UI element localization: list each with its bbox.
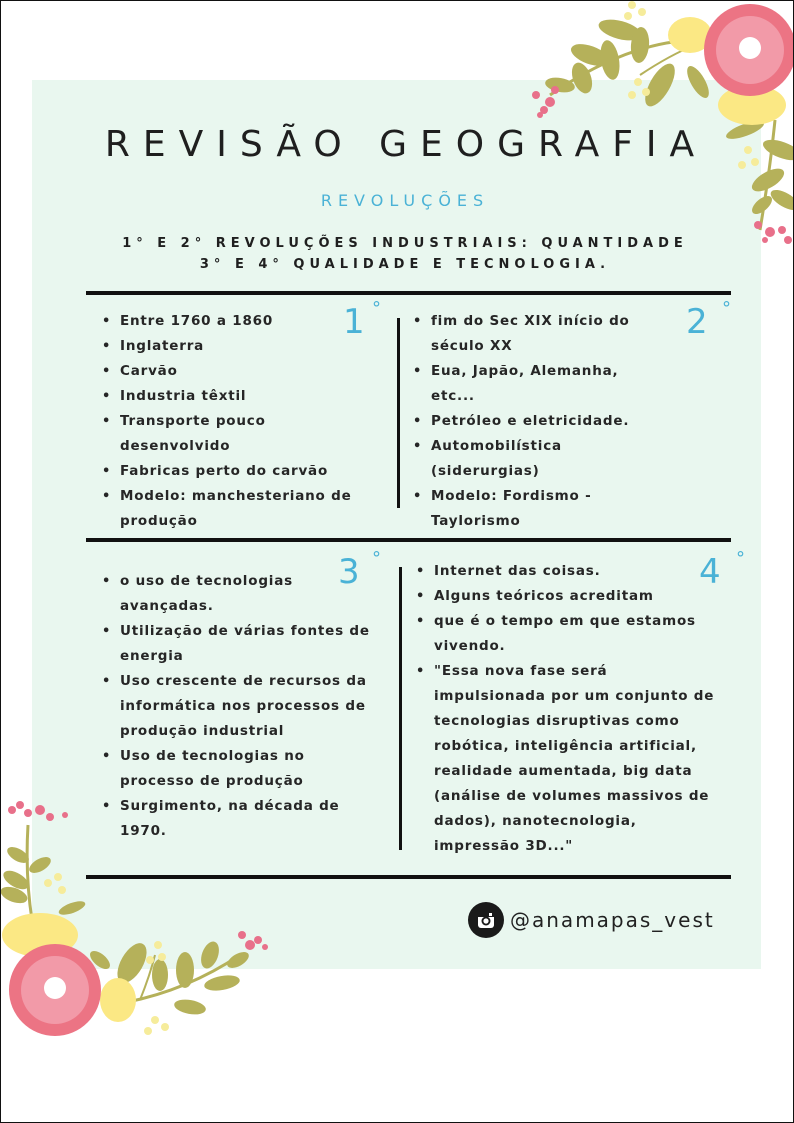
list-item: • fim do Sec XIX início do século XX xyxy=(411,309,646,359)
degree-symbol: ° xyxy=(736,548,745,569)
list-item: • Uso crescente de recursos da informática nos processos de produção industrial xyxy=(100,669,385,744)
degree-symbol: ° xyxy=(372,548,381,569)
page-subtitle: REVOLUÇÕES xyxy=(320,191,490,210)
list-item: • Surgimento, na década de 1970. xyxy=(100,794,360,844)
list-item: • Petróleo e eletricidade. xyxy=(411,409,646,434)
list-item: • Alguns teóricos acreditam xyxy=(414,584,724,609)
list-item: • Automobilística (siderurgias) xyxy=(411,434,591,484)
quadrant-first-revolution xyxy=(100,309,375,534)
divider-top xyxy=(86,291,731,295)
page-title: REVISÃO GEOGRAFIA xyxy=(104,124,708,165)
divider-vertical-bottom xyxy=(399,567,402,850)
quadrant-number-4: 4 xyxy=(699,552,721,592)
social-handle[interactable] xyxy=(468,902,715,938)
list-item: • Fabricas perto do carvão xyxy=(100,459,375,484)
divider-vertical-top xyxy=(397,318,400,508)
list-item: • Inglaterra xyxy=(100,334,375,359)
list-item: • que é o tempo em que estamos vivendo. xyxy=(414,609,709,659)
bullet-list xyxy=(411,309,646,534)
degree-symbol: ° xyxy=(722,298,731,319)
list-item: • Industria têxtil xyxy=(100,384,375,409)
list-item: • Carvão xyxy=(100,359,375,384)
list-item: • Eua, Japão, Alemanha, etc... xyxy=(411,359,646,409)
list-item: • Modelo: manchesteriano de produção xyxy=(100,484,375,534)
degree-symbol: ° xyxy=(372,298,381,319)
lead-line-1: 1° E 2° REVOLUÇÕES INDUSTRIAIS: QUANTIDADE xyxy=(122,236,688,251)
list-item: • Utilização de várias fontes de energia xyxy=(100,619,385,669)
list-item: • Transporte pouco desenvolvido xyxy=(100,409,300,459)
quadrant-number-3: 3 xyxy=(338,552,360,592)
list-item: • o uso de tecnologias avançadas. xyxy=(100,569,315,619)
bullet-list xyxy=(414,559,724,859)
list-item: • "Essa nova fase será impulsionada por um conjunto de tecnologias disruptivas como robótica, inteligência artificial, realidade aumentada, big data (análise de volumes massivos de dados), nanotecnologia, impressão 3D..." xyxy=(414,659,724,859)
list-item: • Uso de tecnologias no processo de produção xyxy=(100,744,330,794)
bullet-list xyxy=(100,309,375,534)
floral-decoration-top-right-icon xyxy=(520,0,794,250)
list-item: • Internet das coisas. xyxy=(414,559,724,584)
quadrant-fourth-revolution xyxy=(414,559,724,859)
list-item: • Modelo: Fordismo - Taylorismo xyxy=(411,484,596,534)
instagram-icon xyxy=(468,902,504,938)
lead-line-2: 3° E 4° QUALIDADE E TECNOLOGIA. xyxy=(199,257,611,272)
quadrant-second-revolution xyxy=(411,309,646,534)
quadrant-number-1: 1 xyxy=(343,302,365,342)
instagram-handle: @anamapas_vest xyxy=(510,908,715,932)
floral-decoration-bottom-left-icon xyxy=(0,795,280,1040)
quadrant-number-2: 2 xyxy=(686,302,708,342)
divider-middle xyxy=(86,538,731,542)
list-item: • Entre 1760 a 1860 xyxy=(100,309,375,334)
